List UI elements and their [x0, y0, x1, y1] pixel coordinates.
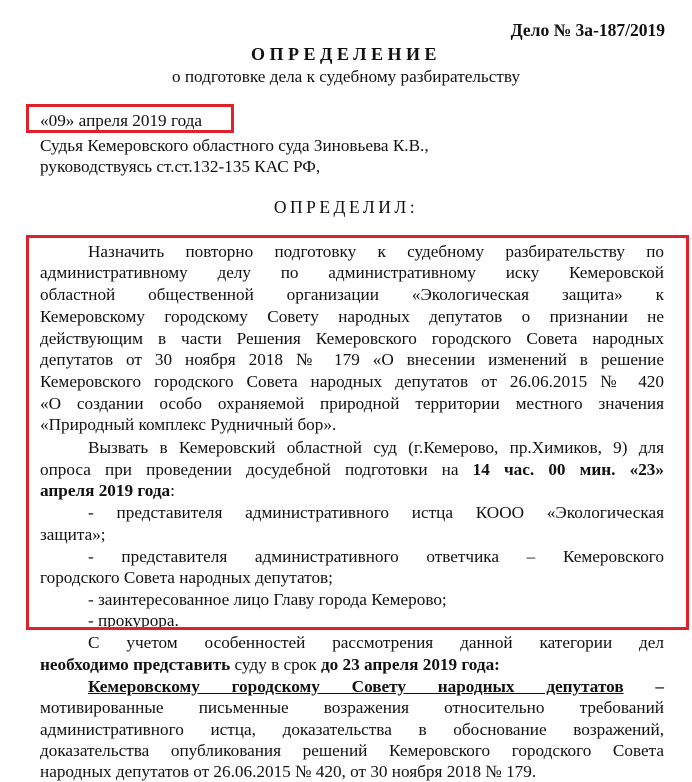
date-highlight-box	[26, 104, 234, 133]
summon-line: опроса при проведении досудебной подготовки на 14 час. 00 мин. «23»	[40, 460, 664, 479]
final-line: административного истца, доказательства в обоснование возражений,	[40, 720, 664, 739]
case-number: Дело № 3а-187/2019	[510, 20, 665, 40]
para1-line: областной общественной организации «Экологическая защита» к	[40, 285, 664, 304]
addressee-line: Кемеровскому городскому Совету народных депутатов –	[88, 677, 665, 696]
final-line: мотивированные письменные возражения относительно требований	[40, 698, 664, 717]
para1-line: депутатов от 30 ноября 2018 № 179 «О внесении изменений в решение	[40, 350, 664, 369]
list-item: - представителя административного истца КООО «Экологическая	[88, 503, 664, 522]
list-item: - представителя административного ответчика – Кемеровского	[88, 547, 664, 566]
para1-line: Назначить повторно подготовку к судебному разбирательству по	[88, 242, 664, 261]
document-date: «09» апреля 2019 года	[40, 111, 203, 130]
list-item: - прокурора.	[88, 611, 179, 630]
para1-line: Кемеровскому городскому Совету народных депутатов о признании не	[40, 307, 664, 326]
judge-line: Судья Кемеровского областного суда Зиновьева К.В.,	[40, 136, 429, 155]
final-line: народных депутатов от 26.06.2015 № 420, от 30 ноября 2018 № 179.	[40, 762, 537, 781]
document-title: ОПРЕДЕЛЕНИЕ	[250, 44, 442, 64]
para1-line: Кемеровского городского Совета народных депутатов от 26.06.2015 № 420	[40, 372, 664, 391]
para1-line: «Природный комплекс Рудничный бор».	[40, 415, 337, 434]
list-item: защита»;	[40, 525, 106, 544]
list-item: - заинтересованное лицо Главу города Кемерово;	[88, 590, 447, 609]
legal-basis-line: руководствуясь ст.ст.132-135 КАС РФ,	[40, 157, 321, 176]
considering-line: С учетом особенностей рассмотрения данной категории дел	[88, 633, 664, 652]
considering-line: необходимо представить суду в срок до 23 апреля 2019 года:	[40, 655, 500, 674]
summon-line: апреля 2019 года:	[40, 481, 175, 500]
final-line: доказательства опубликования решений Кемеровского городского Совета	[40, 741, 664, 760]
list-item: городского Совета народных депутатов;	[40, 568, 333, 587]
para1-line: «О создании особо охраняемой природной территории местного значения	[40, 394, 664, 413]
ruling-highlight-box	[26, 235, 689, 630]
decided-heading: ОПРЕДЕЛИЛ:	[273, 197, 419, 217]
para1-line: административному делу по административному иску Кемеровской	[40, 263, 664, 282]
summon-line: Вызвать в Кемеровский областной суд (г.Кемерово, пр.Химиков, 9) для	[88, 438, 664, 457]
document-subtitle: о подготовке дела к судебному разбирательству	[171, 67, 521, 86]
para1-line: действующим в части Решения Кемеровского городского Совета народных	[40, 329, 664, 348]
